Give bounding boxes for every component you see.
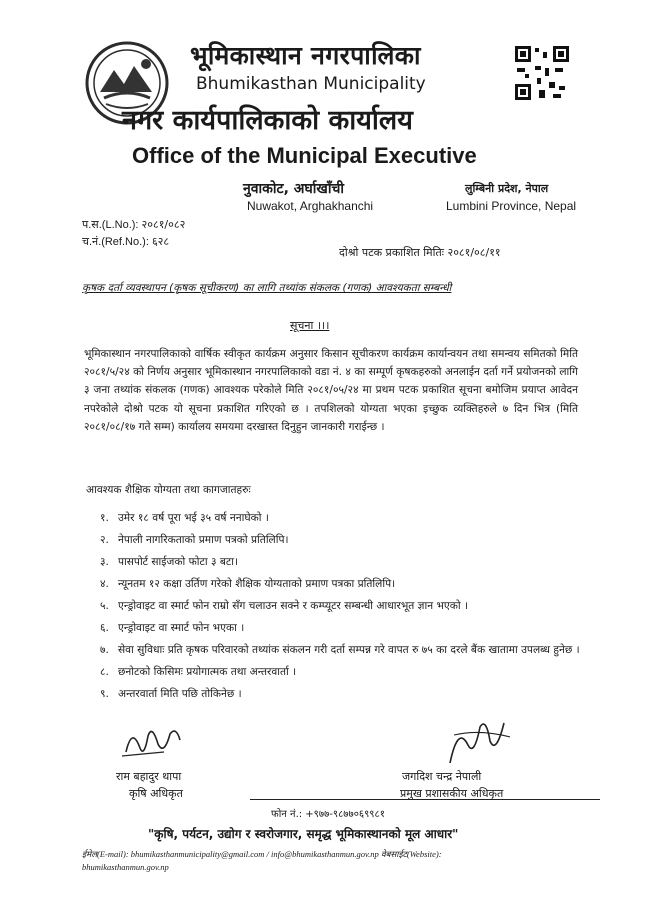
location-nepali: नुवाकोट, अर्घाखाँची: [243, 181, 344, 197]
notice-paragraph: भूमिकास्थान नगरपालिकाको वार्षिक स्वीकृत कार्यक्रम अनुसार किसान सूचीकरण कार्यक्रम कार्यान्वयन तथा समन्वय समितको मिति २०८१/५/२४ को निर्णय अनुसार भूमिकास्थान नगरपालिकाको वडा नं. ४ का सम्पूर्ण कृषकहरुको अनलाईन दर्ता गर्ने प्रयोजनको लागि ३ जना तथ्यांक संकलक (गणक) आवश्यक परेकोले मिति २०८१/०५/२४ मा प्रथम पटक प्रकाशित सूचना बमोजिम प्रयाप्त आवेदन नपरेकोले दोश्रो पटक यो सूचना प्रकाशित गरिएको छ । तपशिलको योग्यता भएका इच्छुक व्यक्तिहरुले ७ दिन भित्र (मिति २०८१/०८/१७ गते सम्म) कार्यालय समयमा दरखास्त दिनुहुन जानकारी गराईन्छ ।: [84, 348, 578, 433]
ref-number: [82, 234, 169, 249]
website-label: वेबसाईट(Website):: [380, 849, 442, 859]
item-number: १.: [100, 512, 109, 524]
letter-number: [82, 217, 185, 232]
signature-right: [440, 715, 520, 774]
item-text: सेवा सुविधाः प्रति कृषक परिवारको तथ्यांक संकलन गरी दर्ता सम्पन्न गरे वापत रु ७५ का दरले बैंक खातामा उपलब्ध हुनेछ ।: [118, 644, 580, 656]
item-number: ४.: [100, 578, 109, 590]
list-item: [86, 685, 586, 703]
item-text: नेपाली नागरिकताको प्रमाण पत्रको प्रतिलिपि।: [118, 534, 289, 546]
list-item: [86, 663, 586, 681]
email-line: [82, 849, 602, 860]
item-text: पासपोर्ट साईजको फोटा ३ बटा।: [118, 556, 238, 568]
item-number: २.: [100, 534, 109, 546]
location-english: Nuwakot, Arghakhanchi: [247, 199, 374, 213]
office-title-nepali: नगर कार्यपालिकाको कार्यालय: [122, 105, 413, 136]
slogan: "कृषि, पर्यटन, उद्योग र स्वरोजगार, समृद्ध भूमिकास्थानको मूल आधार": [148, 827, 459, 841]
item-number: ७.: [100, 644, 109, 656]
phone-number: फोन नं.: +९७७-९८७७०६९९८१: [271, 809, 385, 820]
email-value[interactable]: bhumikasthanmunicipality@gmail.com / info@bhumikasthanmun.gov.np: [130, 849, 379, 859]
signature-left: [118, 722, 188, 766]
province-nepali: लुम्बिनी प्रदेश, नेपाल: [465, 182, 549, 195]
list-item: [86, 619, 586, 637]
item-text: न्यूनतम १२ कक्षा उर्तिण गरेको शैक्षिक योग्यताको प्रमाण पत्रका प्रतिलिपि।: [118, 578, 396, 590]
signatory-left-name: राम बहादुर थापा: [116, 770, 182, 783]
letter-number-label: प.स.(L.No.):: [82, 219, 139, 231]
item-number: ६.: [100, 622, 109, 634]
signatory-right-name: जगदिश चन्द्र नेपाली: [402, 770, 482, 783]
item-text: एन्ड्रोवाइट वा स्मार्ट फोन राम्रो सँग चलाउन सक्ने र कम्प्यूटर सम्बन्धी आधारभूत ज्ञान भएको ।: [118, 600, 469, 612]
list-item: [86, 531, 586, 549]
ref-number-label: च.नं.(Ref.No.):: [82, 236, 149, 248]
requirements-heading: आवश्यक शैक्षिक योग्यता तथा कागजातहरुः: [86, 484, 251, 496]
title-english: Bhumikasthan Municipality: [196, 74, 426, 94]
publish-date: दोश्रो पटक प्रकाशित मितिः २०८१/०८/११: [339, 246, 501, 259]
item-text: अन्तरवार्ता मिति पछि तोकिनेछ ।: [118, 688, 242, 700]
notice-heading: सूचना ।।।: [290, 319, 330, 332]
item-number: ५.: [100, 600, 109, 612]
qr-code: [513, 44, 571, 102]
subject-line: कृषक दर्ता व्यवस्थापन (कृषक सूचीकरण) का लागि तथ्यांक संकलक (गणक) आवश्यकता सम्बन्धी: [82, 282, 452, 294]
list-item: [86, 509, 586, 527]
item-text: उमेर १८ वर्ष पूरा भई ३५ वर्ष ननाघेको ।: [118, 512, 269, 524]
office-title-english: Office of the Municipal Executive: [132, 143, 477, 168]
list-item: [86, 575, 586, 593]
title-nepali: भूमिकास्थान नगरपालिका: [190, 41, 421, 70]
item-number: ८.: [100, 666, 109, 678]
ref-number-value: ६२८: [151, 235, 170, 248]
requirements-list: [86, 509, 586, 707]
item-number: ९.: [100, 688, 109, 700]
list-item: [86, 641, 586, 659]
email-label: ईमेल(E-mail):: [82, 849, 129, 859]
list-item: [86, 597, 586, 615]
item-number: ३.: [100, 556, 109, 568]
province-english: Lumbini Province, Nepal: [446, 199, 577, 213]
signatory-left-title: कृषि अधिकृत: [129, 787, 183, 800]
item-text: एन्ड्रोवाइट वा स्मार्ट फोन भएका ।: [118, 622, 245, 634]
website-value[interactable]: bhumikasthanmun.gov.np: [82, 862, 169, 872]
list-item: [86, 553, 586, 571]
footer-divider: [250, 799, 600, 800]
item-text: छनोटको किसिमः प्रयोगात्मक तथा अन्तरवार्ता ।: [118, 666, 297, 678]
letter-number-value: २०८१/०८२: [141, 218, 186, 231]
signatory-right-title: प्रमुख प्रशासकीय अधिकृत: [400, 787, 504, 800]
